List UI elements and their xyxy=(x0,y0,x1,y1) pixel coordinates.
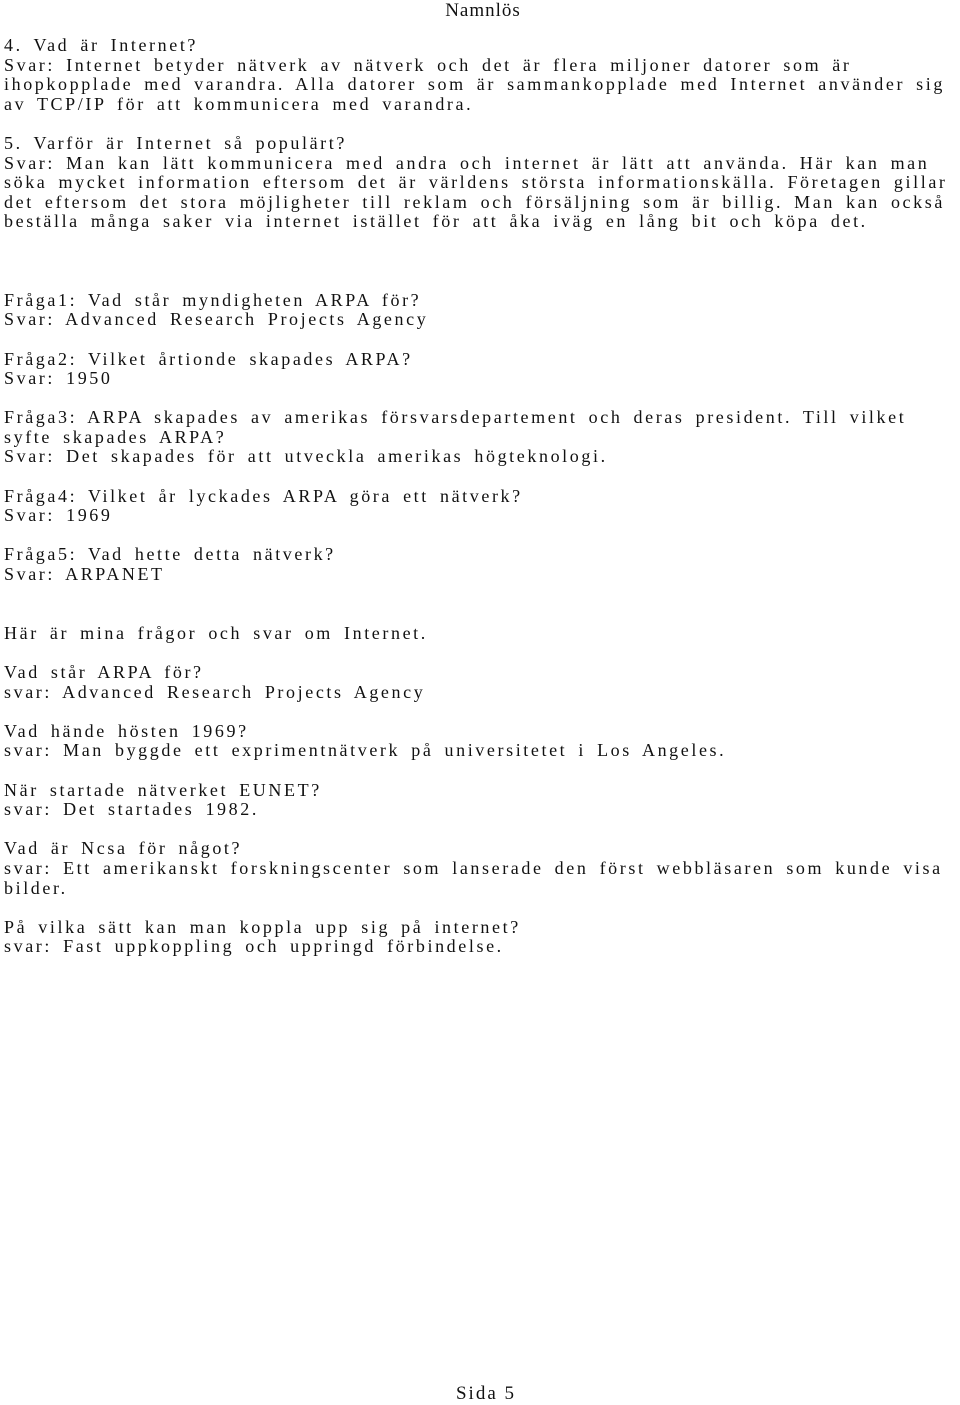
question-line: Fråga3: ARPA skapades av amerikas försvarsdepartement och deras president. Till vilket syfte skapades ARPA? xyxy=(4,407,907,447)
qa-block-connection xyxy=(4,918,956,957)
question-line: När startade nätverket EUNET? xyxy=(4,779,322,800)
section-heading-text: Här är mina frågor och svar om Internet. xyxy=(4,622,428,643)
page-footer xyxy=(0,1383,960,1405)
qa-block-1969 xyxy=(4,722,956,761)
answer-line: Svar: Man kan lätt kommunicera med andra och internet är lätt att använda. Här kan man söka mycket information eftersom det är världens största informationskälla. Företagen gillar det eftersom det stora möjligheter till reklam och försäljning som är billig. Man kan också beställa många saker via internet istället för att åka iväg en lång bit och köpa det. xyxy=(4,152,948,232)
page-number: Sida 5 xyxy=(455,1383,517,1404)
question-line: 4. Vad är Internet? xyxy=(4,35,199,55)
answer-line: Svar: Advanced Research Projects Agency xyxy=(4,309,429,330)
qa-block-internet xyxy=(4,36,956,114)
qa-block-question-2 xyxy=(4,350,956,389)
document-body xyxy=(4,36,956,977)
answer-line: svar: Fast uppkoppling och uppringd förbindelse. xyxy=(4,936,504,957)
answer-line: svar: Det startades 1982. xyxy=(4,799,259,820)
answer-line: Svar: Det skapades för att utveckla amerikas högteknologi. xyxy=(4,446,608,467)
qa-block-question-5 xyxy=(4,545,956,584)
answer-line: svar: Advanced Research Projects Agency xyxy=(4,681,426,702)
question-line: Fråga1: Vad står myndigheten ARPA för? xyxy=(4,289,422,310)
question-line: Fråga4: Vilket år lyckades ARPA göra ett nätverk? xyxy=(4,485,523,506)
question-line: Fråga2: Vilket årtionde skapades ARPA? xyxy=(4,348,413,369)
question-line: 5. Varför är Internet så populärt? xyxy=(4,132,347,153)
qa-block-eunet xyxy=(4,781,956,820)
section-heading xyxy=(4,624,956,644)
question-line: På vilka sätt kan man koppla upp sig på internet? xyxy=(4,916,521,937)
answer-line: Svar: ARPANET xyxy=(4,564,165,585)
answer-line: Svar: 1950 xyxy=(4,368,113,389)
answer-line: svar: Ett amerikanskt forskningscenter som lanserade den först webbläsaren som kunde visa bilder. xyxy=(4,857,943,898)
qa-block-popular xyxy=(4,134,956,232)
question-line: Vad är Ncsa för något? xyxy=(4,838,243,859)
qa-block-question-3 xyxy=(4,408,956,467)
question-line: Vad hände hösten 1969? xyxy=(4,720,249,741)
qa-block-ncsa xyxy=(4,839,956,898)
page-header xyxy=(0,0,960,22)
answer-line: Svar: 1969 xyxy=(4,505,113,526)
document-title: Namnlös xyxy=(445,0,521,21)
answer-line: svar: Man byggde ett exprimentnätverk på universitetet i Los Angeles. xyxy=(4,740,727,761)
question-line: Vad står ARPA för? xyxy=(4,662,204,683)
answer-line: Svar: Internet betyder nätverk av nätverk och det är flera miljoner datorer som är ihopkopplade med varandra. Alla datorer som är sammankopplade med Internet använder sig av TCP/IP för att kommunicera med varandra. xyxy=(4,54,945,114)
qa-block-question-4 xyxy=(4,487,956,526)
question-line: Fråga5: Vad hette detta nätverk? xyxy=(4,544,336,565)
qa-block-arpa xyxy=(4,663,956,702)
qa-block-question-1 xyxy=(4,291,956,330)
